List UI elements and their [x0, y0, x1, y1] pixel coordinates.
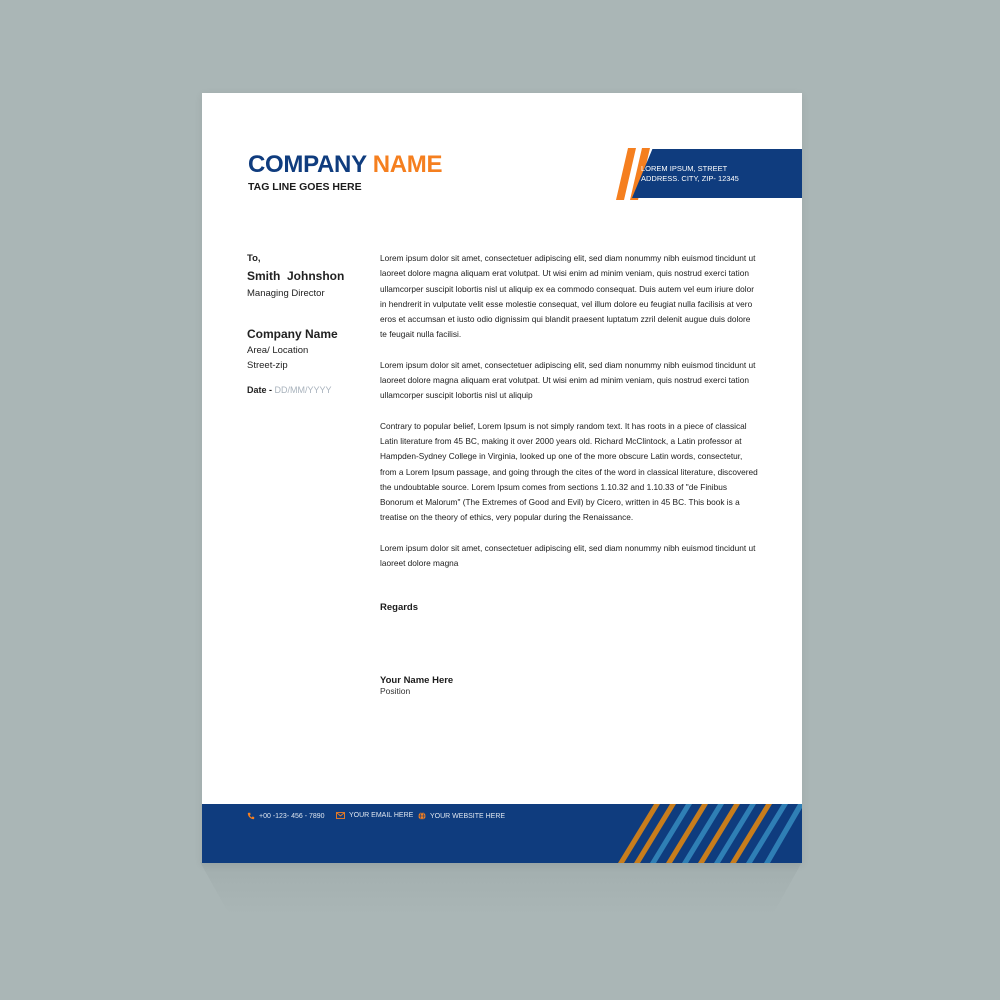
company-name-part1: COMPANY: [248, 151, 367, 178]
recipient-street: Street-zip: [247, 360, 288, 371]
company-address: [641, 164, 791, 184]
date-label: Date -: [247, 385, 273, 395]
address-line-1: LOREM IPSUM, STREET: [641, 164, 728, 173]
letter-paragraph-4: Lorem ipsum dolor sit amet, consectetuer adipiscing elit, sed diam nonummy nibh euismod tincidunt ut laoreet dolore magna: [380, 542, 756, 569]
paper-shadow: [200, 862, 802, 916]
letter-paragraph-2: Lorem ipsum dolor sit amet, consectetuer adipiscing elit, sed diam nonummy nibh euismod tincidunt ut laoreet dolore magna aliquam erat volutpat. Ut wisi enim ad minim veniam, quis nostrud exerci tation ullamcorper suscipit lobortis nisl ut aliquip: [380, 359, 756, 401]
phone-icon: [247, 812, 255, 820]
recipient-company: Company Name: [247, 327, 338, 341]
globe-icon: [418, 812, 426, 820]
footer-phone-text: +00 -123- 456 - 7890: [259, 812, 325, 820]
recipient-role: Managing Director: [247, 288, 325, 299]
company-name-part2: NAME: [372, 151, 443, 178]
company-name: [248, 151, 442, 179]
footer-decorative-stripes: [612, 804, 802, 863]
footer-website: [418, 812, 505, 820]
date-value: DD/MM/YYYY: [274, 385, 332, 395]
footer-email: [336, 812, 413, 819]
recipient-name: Smith Johnshon: [247, 269, 345, 283]
date-row: [247, 385, 377, 395]
letter-paragraph-1: Lorem ipsum dolor sit amet, consectetuer adipiscing elit, sed diam nonummy nibh euismod tincidunt ut laoreet dolore magna aliquam erat volutpat. Ut wisi enim ad minim veniam, quis nostrud exerci tation ullamcorper suscipit lobortis nisl ut aliquip ex ea commodo consequat. Duis autem vel eum iriure dolor in hendrerit in vulputate velit esse molestie consequat, vel illum dolore eu feugiat nulla facilisis at vero eros et accumsan et iusto odio dignissim qui blandit praesent luptatum zzril delenit augue duis dolore te feugait nulla facilisi.: [380, 253, 756, 340]
signature-name: Your Name Here: [380, 675, 454, 686]
letterhead-page: [202, 93, 802, 863]
footer-website-text: YOUR WEBSITE HERE: [430, 812, 506, 820]
to-label: To,: [247, 253, 261, 264]
recipient-block: [247, 253, 377, 395]
letter-body: [380, 251, 758, 586]
tagline: TAG LINE GOES HERE: [248, 181, 362, 193]
regards-text: Regards: [380, 602, 419, 613]
recipient-area: Area/ Location: [247, 345, 309, 356]
envelope-icon: [336, 812, 345, 819]
footer-email-text: YOUR EMAIL HERE: [349, 812, 414, 819]
signature-position: Position: [380, 686, 411, 696]
footer-phone: [247, 812, 325, 820]
footer-band: [202, 804, 802, 863]
address-line-2: ADDRESS. CITY, ZIP- 12345: [641, 174, 739, 183]
letter-paragraph-3: Contrary to popular belief, Lorem Ipsum is not simply random text. It has roots in a piece of classical Latin literature from 45 BC, making it over 2000 years old. Richard McClintock, a Latin professor at Hampden-Sydney College in Virginia, looked up one of the more obscure Latin words, consectetur, from a Lorem Ipsum passage, and going through the cites of the word in classical literature, discovered the undoubtable source. Lorem Ipsum comes from sections 1.10.32 and 1.10.33 of "de Finibus Bonorum et Malorum" (The Extremes of Good and Evil) by Cicero, written in 45 BC. This book is a treatise on the theory of ethics, very popular during the Renaissance.: [380, 420, 758, 523]
